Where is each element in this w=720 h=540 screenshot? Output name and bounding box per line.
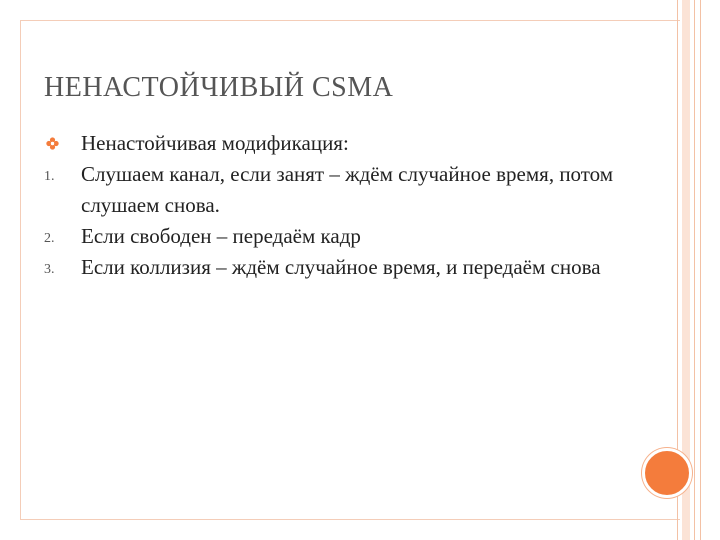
bullet-list [44, 128, 644, 283]
decorative-band-edge [700, 0, 701, 540]
frame-top-line [20, 20, 680, 21]
list-item-text: Слушаем канал, если занят – ждём случайное время, потом слушаем снова. [81, 162, 614, 217]
list-item [44, 252, 644, 283]
list-item-text: Если свободен – передаём кадр [81, 224, 361, 248]
list-item-text: Если коллизия – ждём случайное время, и передаём снова [81, 255, 601, 279]
frame-bottom-line [20, 519, 680, 520]
slide-title: НЕНАСТОЙЧИВЫЙ CSMA [44, 72, 394, 103]
list-item [44, 159, 644, 221]
list-item [44, 221, 644, 252]
decorative-circle [642, 448, 692, 498]
frame-left-line [20, 20, 21, 520]
list-item-text: Ненастойчивая модификация: [81, 131, 349, 155]
list-item [44, 128, 644, 159]
flower-bullet-icon [46, 137, 59, 150]
list-item-number: 2. [44, 231, 55, 246]
list-item-number: 3. [44, 262, 55, 277]
list-item-number: 1. [44, 169, 55, 184]
